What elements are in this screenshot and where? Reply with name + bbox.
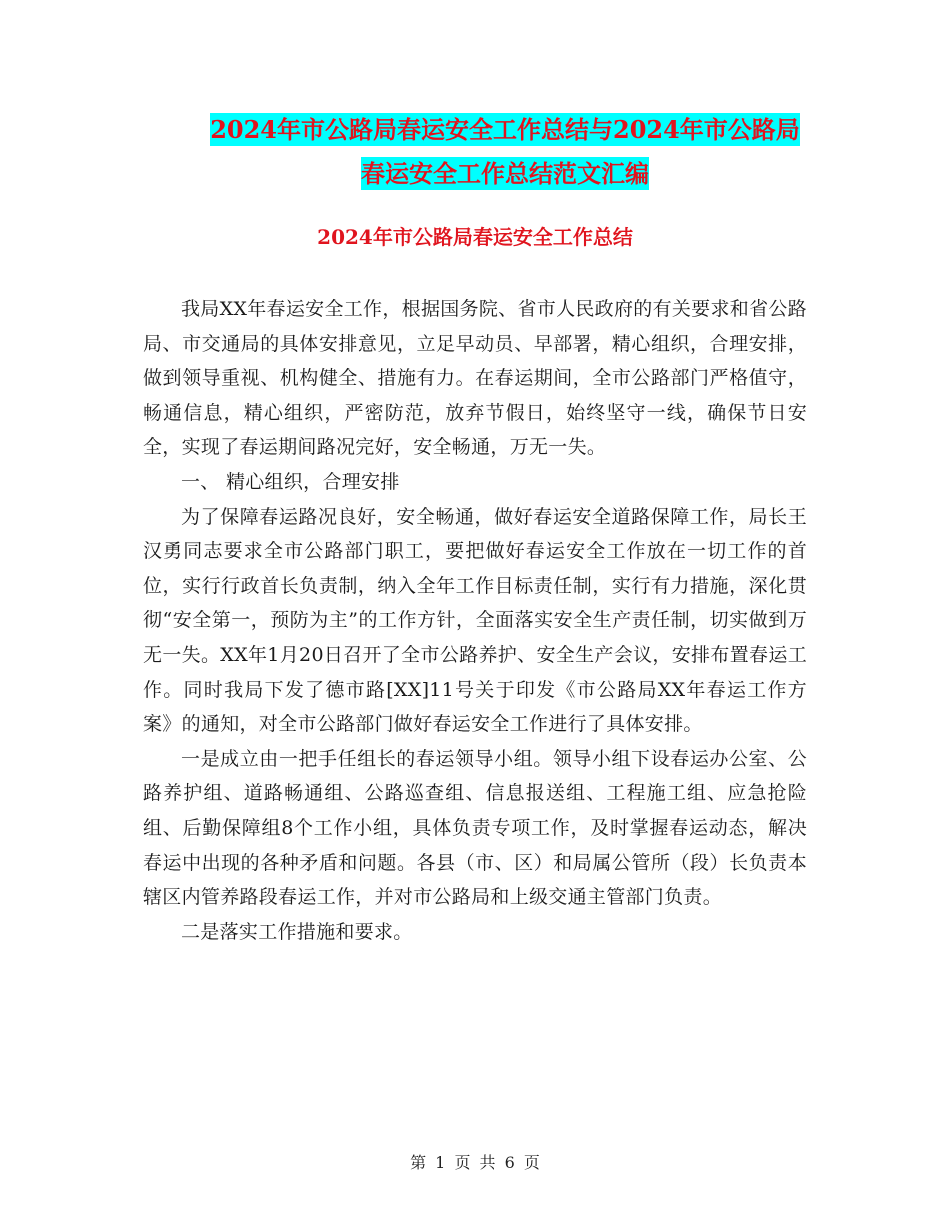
title-highlight: 2024年市公路局春运安全工作总结与2024年市公路局 (210, 115, 800, 144)
document-title-line-2 (100, 158, 910, 190)
page-footer: 第 1 页 共 6 页 (410, 1153, 540, 1172)
section-title: 2024年市公路局春运安全工作总结 (317, 225, 633, 249)
document-body (143, 292, 807, 949)
paragraph-intro: 我局XX年春运安全工作，根据国务院、省市人民政府的有关要求和省公路局、市交通局的具体安排意见，立足早动员、早部署，精心组织，合理安排，做到领导重视、机构健全、措施有力。在春运期间，全市公路部门严格值守，畅通信息，精心组织，严密防范，放弃节假日，始终坚守一线，确保节日安全，实现了春运期间路况完好，安全畅通，万无一失。 (143, 298, 807, 459)
paragraph-organization: 为了保障春运路况良好，安全畅通，做好春运安全道路保障工作，局长王汉勇同志要求全市公路部门职工，要把做好春运安全工作放在一切工作的首位，实行行政首长负责制，纳入全年工作目标责任制，实行有力措施，深化贯彻“安全第一，预防为主”的工作方针，全面落实安全生产责任制，切实做到万无一失。XX年1月20日召开了全市公路养护、安全生产会议，安排布置春运工作。同时我局下发了德市路[XX]11号关于印发《市公路局XX年春运工作方案》的通知，对全市公路部门做好春运安全工作进行了具体安排。 (143, 505, 807, 736)
paragraph-measures: 二是落实工作措施和要求。 (181, 920, 413, 943)
document-title-line-1 (100, 114, 910, 146)
paragraph-leadership-group: 一是成立由一把手任组长的春运领导小组。领导小组下设春运办公室、公路养护组、道路畅通组、公路巡查组、信息报送组、工程施工组、应急抢险组、后勤保障组8个工作小组，具体负责专项工作，及时掌握春运动态，解决春运中出现的各种矛盾和问题。各县（市、区）和局属公管所（段）长负责本辖区内管养路段春运工作，并对市公路局和上级交通主管部门负责。 (143, 747, 807, 909)
paragraph-heading-1: 一、 精心组织，合理安排 (181, 470, 400, 493)
title-highlight: 春运安全工作总结范文汇编 (361, 159, 649, 188)
